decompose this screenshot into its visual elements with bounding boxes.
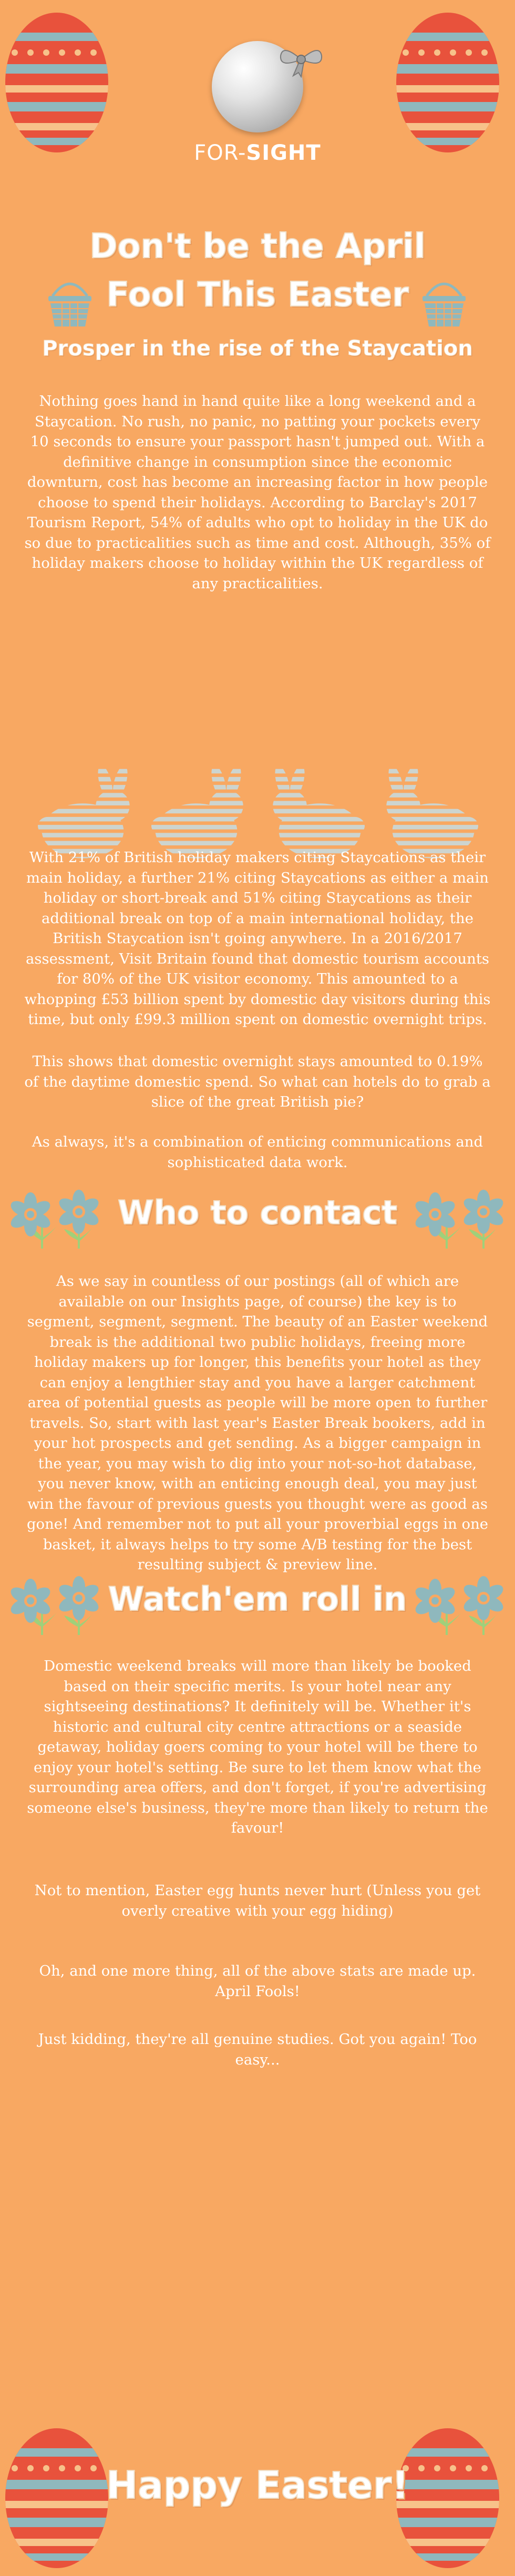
- bow-icon: [277, 41, 325, 78]
- basket-icon: [420, 276, 468, 329]
- brand-name: FOR-SIGHT: [194, 141, 321, 165]
- intro-paragraph: Nothing goes hand in hand quite like a long weekend and a Staycation. No rush, no panic, no patting your pockets every 10 seconds to ensure your passport hasn't jumped out. With a definitive change in consumption since the economic downturn, cost has become an increasing factor in how people choose to spend their holidays. According to Barclay's 2017 Tourism Report, 54% of adults who opt to holiday in the UK do so due to practicalities such as time and cost. Although, 35% of holiday makers choose to holiday within the UK regardless of any practicalities.: [24, 393, 491, 592]
- easter-egg-icon: [4, 12, 109, 154]
- watch-paragraph: Oh, and one more thing, all of the above stats are made up. April Fools!: [39, 1962, 476, 2000]
- header: [0, 0, 515, 168]
- basket-icon: [46, 276, 94, 329]
- section-title-watch-em-roll-in: Watch'em roll in: [108, 1580, 407, 1618]
- stats-paragraph: This shows that domestic overnight stays amounted to 0.19% of the daytime domestic spend. So what can hotels do to grab a slice of the great British pie?: [24, 1053, 491, 1110]
- headline-line-2: Fool This Easter: [106, 275, 409, 314]
- watch-paragraph: Domestic weekend breaks will more than likely be booked based on their specific merits. Is your hotel near any sightseeing destinations? It definitely will be. Whether it's historic and cultural city centre attractions or a seaside getaway, holiday goers coming to your hotel will be there to enjoy your hotel's setting. Be sure to let them know what the surrounding area offers, and don't forget, if you're advertising someone else's business, they're more than likely to return the favour!: [27, 1658, 488, 1836]
- easter-egg-icon: [395, 12, 500, 154]
- stats-paragraph: With 21% of British holiday makers citing Staycations as their main holiday, a further 21% citing Staycations as either a main holiday or short-break and 51% citing Staycations as their additional break on top of a main international holiday, the British Staycation isn't going anywhere. In a 2016/2017 assessment, Visit Britain found that domestic tourism accounts for 80% of the UK visitor economy. This amounted to a whopping £53 billion spent by domestic day visitors during this time, but only £99.3 million spent on domestic overnight trips.: [24, 849, 491, 1028]
- section-title-who-to-contact: Who to contact: [118, 1193, 397, 1232]
- stats-paragraph: As always, it's a combination of enticing communications and sophisticated data work.: [32, 1133, 483, 1171]
- watch-paragraph: Just kidding, they're all genuine studies. Got you again! Too easy...: [38, 2031, 477, 2068]
- subheading: Prosper in the rise of the Staycation: [42, 336, 473, 361]
- who-to-contact-paragraph: As we say in countless of our postings (all of which are available on our Insights page, of course) the key is to segment, segment, segment. The beauty of an Easter weekend break is the additional two public holidays, freeing more holiday makers up for longer, this benefits your hotel as they can enjoy a lengthier stay and you have a larger catchment area of potential guests as people will be more open to further travels. So, start with last year's Easter Break bookers, add in your hot prospects and get sending. As a bigger campaign in the year, you may wish to dig into your not-so-hot database, you never know, with an enticing enough deal, you may just win the favour of previous guests you thought were as good as gone! And remember not to put all your proverbial eggs in one basket, it always helps to try some A/B testing for the best resulting subject & preview line.: [26, 1273, 489, 1573]
- headline-line-1: Don't be the April: [89, 227, 426, 266]
- closing-message: Happy Easter!: [106, 2463, 409, 2507]
- watch-paragraph: Not to mention, Easter egg hunts never hurt (Unless you get overly creative with your egg hiding): [34, 1882, 481, 1919]
